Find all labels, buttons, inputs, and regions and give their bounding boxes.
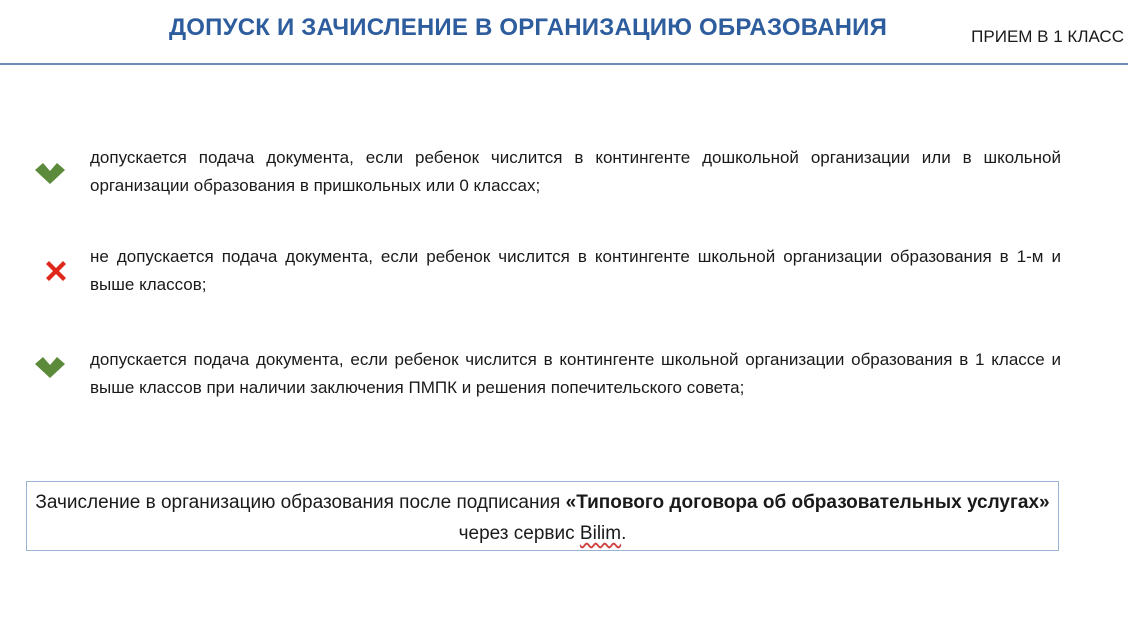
- enrollment-notice: [26, 481, 1059, 551]
- header-divider: [0, 63, 1128, 65]
- notice-text: Зачисление в организацию образования после подписания: [35, 492, 566, 513]
- rule-item-allowed-pmpk: допускается подача документа, если ребенок числится в контингенте школьной организации образования в 1 классе и выше классов при наличии заключения ПМПК и решения попечительского совета;: [90, 350, 1061, 397]
- rule-item-allowed-preschool: допускается подача документа, если ребенок числится в контингенте дошкольной организации или в школьной организации образования в пришкольных или 0 классах;: [90, 148, 1061, 195]
- notice-contract-name: «Типового договора об образовательных услугах»: [565, 492, 1050, 513]
- notice-text-2: через сервис: [458, 523, 580, 544]
- rule-item-not-allowed-grade1: не допускается подача документа, если ребенок числится в контингенте школьной организации образования в 1-м и выше классов;: [90, 247, 1061, 294]
- header: [0, 0, 1128, 66]
- check-icon: [33, 352, 67, 380]
- notice-service-name: Bilim: [579, 523, 622, 544]
- page-subtitle: ПРИЕМ В 1 КЛАСС: [971, 27, 1124, 46]
- notice-period: .: [621, 523, 627, 544]
- page-title: ДОПУСК И ЗАЧИСЛЕНИЕ В ОРГАНИЗАЦИЮ ОБРАЗОВАНИЯ: [168, 14, 888, 41]
- check-icon: [33, 158, 67, 186]
- cross-icon: [43, 258, 69, 284]
